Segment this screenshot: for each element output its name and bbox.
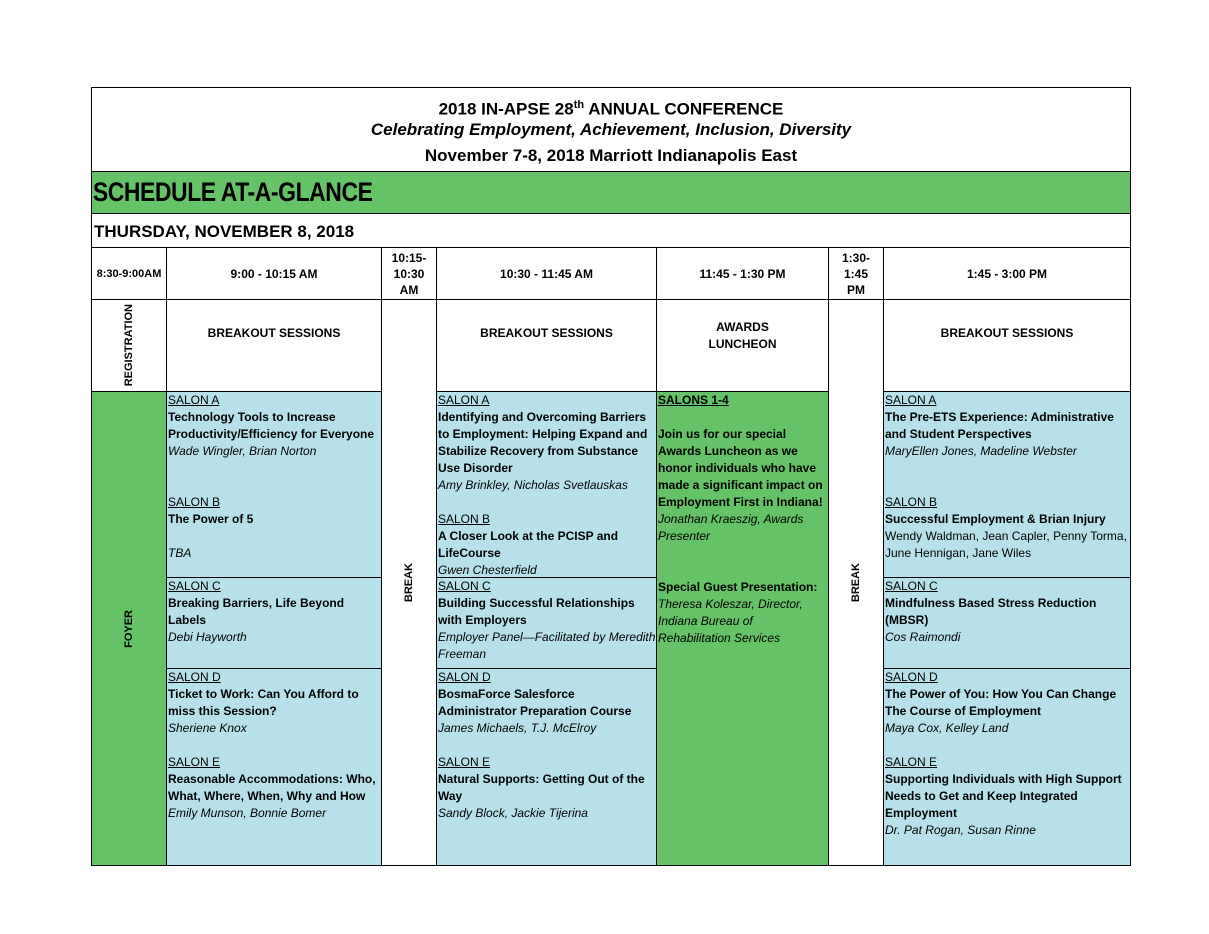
session-presenters: Amy Brinkley, Nicholas Svetlauskas <box>438 478 628 492</box>
guest-presentation-label: Special Guest Presentation: <box>658 580 818 594</box>
session-presenters: Wade Wingler, Brian Norton <box>168 444 317 458</box>
salon-label: SALON B <box>438 512 491 526</box>
session-presenters: Gwen Chesterfield <box>438 563 537 577</box>
session-cell-2c <box>436 577 657 669</box>
foyer-column: FOYER <box>91 391 167 866</box>
session-title: Successful Employment & Brian Injury <box>885 512 1106 526</box>
session-presenters: James Michaels, T.J. McElroy <box>438 721 597 735</box>
salon-label: SALON D <box>168 670 221 684</box>
salon-label: SALON B <box>168 495 221 509</box>
session-presenters: Debi Hayworth <box>168 630 247 644</box>
registration-label: REGISTRATION <box>91 299 167 392</box>
breakout-label-3: BREAKOUT SESSIONS <box>883 299 1131 392</box>
salon-label: SALON E <box>438 755 491 769</box>
conference-subtitle: Celebrating Employment, Achievement, Inclusion, Diversity <box>370 120 852 139</box>
schedule-banner: SCHEDULE AT-A-GLANCE <box>91 171 1131 213</box>
salon-label: SALON C <box>168 579 221 593</box>
salon-label: SALON A <box>168 393 220 407</box>
time-registration: 8:30-9:00AM <box>91 247 167 300</box>
salon-label: SALON E <box>885 755 938 769</box>
luncheon-presenter: Jonathan Kraeszig, Awards Presenter <box>658 512 804 543</box>
breakout-label-2: BREAKOUT SESSIONS <box>436 299 657 392</box>
session-title: Reasonable Accommodations: Who, What, Where, When, Why and How <box>168 772 376 803</box>
time-break-2: 1:30-1:45 PM <box>828 247 884 300</box>
session-title: The Power of 5 <box>168 512 254 526</box>
session-title: The Power of You: How You Can Change The Course of Employment <box>885 687 1117 718</box>
session-cell-1de <box>166 668 382 866</box>
break-column-2: BREAK <box>828 299 884 866</box>
salon-label: SALON E <box>168 755 221 769</box>
conference-header <box>91 87 1131 172</box>
session-presenters: Employer Panel—Facilitated by Meredith Freeman <box>438 630 656 661</box>
schedule-document <box>91 87 1131 866</box>
session-title: Technology Tools to Increase Productivity/Efficiency for Everyone <box>168 410 375 441</box>
conference-title: 2018 IN-APSE 28th ANNUAL CONFERENCE <box>438 99 784 119</box>
session-presenters: TBA <box>168 546 192 560</box>
session-presenters: Sheriene Knox <box>168 721 247 735</box>
salon-label: SALON B <box>885 495 938 509</box>
time-break-1: 10:15-10:30 AM <box>381 247 437 300</box>
session-presenters: Dr. Pat Rogan, Susan Rinne <box>885 823 1036 837</box>
day-heading: THURSDAY, NOVEMBER 8, 2018 <box>91 213 1131 247</box>
break-column-1: BREAK <box>381 299 437 866</box>
session-title: Breaking Barriers, Life Beyond Labels <box>168 596 345 627</box>
conference-date-location: November 7-8, 2018 Marriott Indianapolis East <box>424 146 798 165</box>
awards-luncheon-label: AWARDS LUNCHEON <box>656 299 829 392</box>
session-presenters: MaryEllen Jones, Madeline Webster <box>885 444 1077 458</box>
session-title: Identifying and Overcoming Barriers to Employment: Helping Expand and Stabilize Recovery from Substance Use Disorder <box>438 410 648 475</box>
time-session-1: 9:00 - 10:15 AM <box>166 247 382 300</box>
luncheon-description: Join us for our special Awards Luncheon as we honor individuals who have made a significant impact on Employment First in Indiana! <box>658 427 823 509</box>
session-presenters: Cos Raimondi <box>885 630 961 644</box>
awards-luncheon-cell <box>656 391 829 866</box>
session-cell-1ab <box>166 391 382 578</box>
salon-label: SALON A <box>438 393 490 407</box>
salon-label: SALONS 1-4 <box>658 393 729 407</box>
time-session-3: 1:45 - 3:00 PM <box>883 247 1131 300</box>
time-session-2: 10:30 - 11:45 AM <box>436 247 657 300</box>
session-cell-3ab <box>883 391 1131 578</box>
session-title: Ticket to Work: Can You Afford to miss this Session? <box>168 687 359 718</box>
breakout-label-1: BREAKOUT SESSIONS <box>166 299 382 392</box>
session-presenters: Emily Munson, Bonnie Bomer <box>168 806 327 820</box>
session-cell-2de <box>436 668 657 866</box>
salon-label: SALON C <box>885 579 938 593</box>
session-title: Supporting Individuals with High Support Needs to Get and Keep Integrated Employment <box>885 772 1122 820</box>
time-lunch: 11:45 - 1:30 PM <box>656 247 829 300</box>
salon-label: SALON A <box>885 393 937 407</box>
session-presenters: Wendy Waldman, Jean Capler, Penny Torma, June Hennigan, Jane Wiles <box>885 529 1127 560</box>
salon-label: SALON D <box>438 670 491 684</box>
salon-label: SALON C <box>438 579 491 593</box>
session-title: A Closer Look at the PCISP and LifeCourse <box>438 529 619 560</box>
session-title: Building Successful Relationships with Employers <box>438 596 635 627</box>
session-presenters: Sandy Block, Jackie Tijerina <box>438 806 588 820</box>
session-presenters: Maya Cox, Kelley Land <box>885 721 1009 735</box>
session-cell-3de <box>883 668 1131 866</box>
session-cell-3c <box>883 577 1131 669</box>
guest-presenter: Theresa Koleszar, Director, Indiana Bureau of Rehabilitation Services <box>658 597 803 645</box>
session-title: Natural Supports: Getting Out of the Way <box>438 772 645 803</box>
session-title: BosmaForce Salesforce Administrator Preparation Course <box>438 687 632 718</box>
session-title: The Pre-ETS Experience: Administrative and Student Perspectives <box>885 410 1114 441</box>
salon-label: SALON D <box>885 670 938 684</box>
session-title: Mindfulness Based Stress Reduction (MBSR) <box>885 596 1097 627</box>
session-cell-2ab <box>436 391 657 578</box>
session-cell-1c <box>166 577 382 669</box>
